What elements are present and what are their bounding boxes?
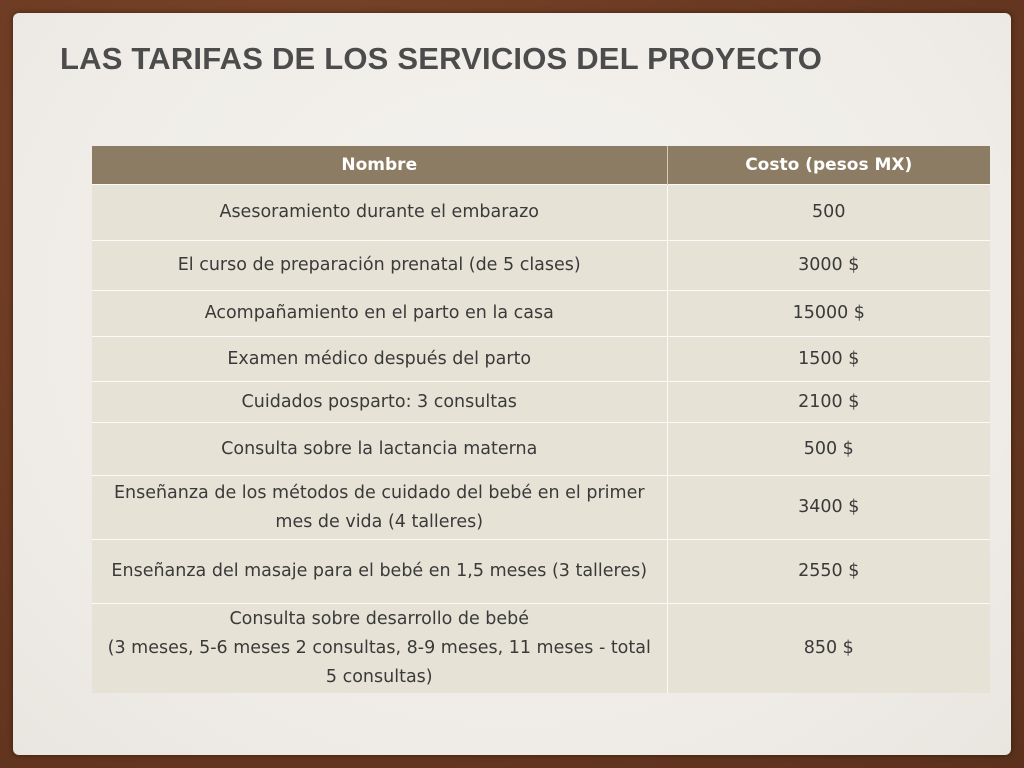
service-cost-cell: 3400 $: [667, 476, 990, 540]
service-cost-cell: 850 $: [667, 604, 990, 693]
service-cost-cell: 2550 $: [667, 540, 990, 604]
table-row: [92, 540, 990, 604]
service-cost-cell: 15000 $: [667, 291, 990, 337]
pricing-table: [92, 146, 990, 693]
service-name-cell: El curso de preparación prenatal (de 5 clases): [92, 241, 667, 291]
table-row: [92, 291, 990, 337]
slide: [13, 13, 1011, 755]
service-name-cell: Enseñanza del masaje para el bebé en 1,5 meses (3 talleres): [92, 540, 667, 604]
service-name-cell: Enseñanza de los métodos de cuidado del bebé en el primer mes de vida (4 talleres): [92, 476, 667, 540]
service-name-cell: Cuidados posparto: 3 consultas: [92, 382, 667, 423]
service-name-cell: Examen médico después del parto: [92, 337, 667, 382]
service-cost-cell: 500: [667, 185, 990, 241]
service-name-cell: Consulta sobre desarrollo de bebé (3 meses, 5-6 meses 2 consultas, 8-9 meses, 11 meses - total 5 consultas): [92, 604, 667, 693]
table-row: [92, 241, 990, 291]
table-header-row: [92, 146, 990, 185]
table-row: [92, 423, 990, 476]
table-row: [92, 382, 990, 423]
service-cost-cell: 2100 $: [667, 382, 990, 423]
service-cost-cell: 500 $: [667, 423, 990, 476]
column-header-cost: Costo (pesos MX): [667, 146, 990, 185]
table-row: [92, 337, 990, 382]
service-name-cell: Acompañamiento en el parto en la casa: [92, 291, 667, 337]
service-name-cell: Consulta sobre la lactancia materna: [92, 423, 667, 476]
table-row: [92, 476, 990, 540]
service-name-cell: Asesoramiento durante el embarazo: [92, 185, 667, 241]
table-row: [92, 604, 990, 693]
column-header-name: Nombre: [92, 146, 667, 185]
table-row: [92, 185, 990, 241]
slide-title: LAS TARIFAS DE LOS SERVICIOS DEL PROYECTO: [60, 41, 823, 76]
service-cost-cell: 1500 $: [667, 337, 990, 382]
service-cost-cell: 3000 $: [667, 241, 990, 291]
